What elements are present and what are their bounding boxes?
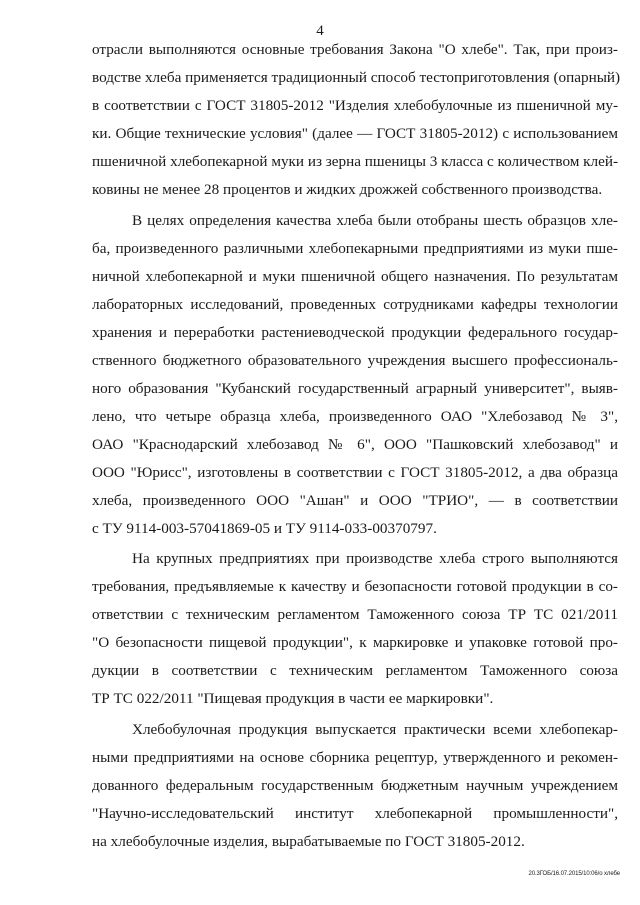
paragraph-1-line-1: отрасли выполняются основные требования Закона "О хлебе". Так, при произ-	[92, 41, 618, 58]
paragraph-1-line-5: пшеничной хлебопекарной муки из зерна пшеницы 3 класса с количеством клей-	[92, 153, 619, 170]
document-footer-stamp: 20.3ГОБ/16.07.2015/10:06/о хлебе	[528, 871, 620, 877]
paragraph-2-line-2: ба, произведенного различными хлебопекарными предприятиями из муки пше-	[92, 240, 618, 257]
paragraph-3-line-2: требования, предъявляемые к качеству и безопасности готовой продукции в со-	[92, 578, 618, 595]
paragraph-2-line-4: лабораторных исследований, проведенных сотрудниками кафедры технологии	[92, 296, 618, 313]
paragraph-4-line-2: ными предприятиями на основе сборника рецептур, утвержденного и рекомен-	[92, 749, 618, 766]
paragraph-2-line-9: ОАО "Краснодарский хлебозавод № 6", ООО "Пашковский хлебозавод" и	[92, 436, 618, 453]
paragraph-3-line-3: ответствии с техническим регламентом Таможенного союза ТР ТС 021/2011	[92, 606, 618, 623]
paragraph-2-line-1: В целях определения качества хлеба были отобраны шесть образцов хле-	[132, 212, 618, 229]
paragraph-4-line-5: на хлебобулочные изделия, вырабатываемые по ГОСТ 31805-2012.	[92, 833, 525, 850]
paragraph-2-line-7: ного образования "Кубанский государственный аграрный университет", выяв-	[92, 380, 618, 397]
paragraph-1-line-3: в соответствии с ГОСТ 31805-2012 "Изделия хлебобулочные из пшеничной му-	[92, 97, 618, 114]
paragraph-1-line-4: ки. Общие технические условия" (далее — ГОСТ 31805-2012) с использованием	[92, 125, 618, 142]
paragraph-4-line-3: дованного федеральным государственным бюджетным научным учреждением	[92, 777, 618, 794]
page-number: 4	[316, 23, 324, 39]
paragraph-2-line-10: ООО "Юрисс", изготовлены в соответствии с ГОСТ 31805-2012, а два образца	[92, 464, 618, 481]
paragraph-4-line-4: "Научно-исследовательский институт хлебопекарной промышленности",	[92, 805, 618, 822]
paragraph-2-line-3: ничной хлебопекарной и муки пшеничной общего назначения. По результатам	[92, 268, 618, 285]
paragraph-1-line-2: водстве хлеба применяется традиционный способ тестоприготовления (опарный)	[92, 69, 621, 86]
paragraph-3-line-6: ТР ТС 022/2011 "Пищевая продукция в части ее маркировки".	[92, 690, 494, 707]
paragraph-4-line-1: Хлебобулочная продукция выпускается практически всеми хлебопекар-	[132, 721, 618, 738]
paragraph-3-line-4: "О безопасности пищевой продукции", к маркировке и упаковке готовой про-	[92, 634, 618, 651]
paragraph-3-line-1: На крупных предприятиях при производстве хлеба строго выполняются	[132, 550, 618, 567]
paragraph-3-line-5: дукции в соответствии с техническим регламентом Таможенного союза	[92, 662, 618, 679]
paragraph-2-line-12: с ТУ 9114-003-57041869-05 и ТУ 9114-033-00370797.	[92, 520, 437, 537]
paragraph-1-line-6: ковины не менее 28 процентов и жидких дрожжей собственного производства.	[92, 181, 603, 198]
paragraph-2-line-11: хлеба, произведенного ООО "Ашан" и ООО "ТРИО", — в соответствии	[92, 492, 618, 509]
paragraph-2-line-8: лено, что четыре образца хлеба, произведенного ОАО "Хлебозавод № 3",	[92, 408, 618, 425]
paragraph-2-line-6: ственного бюджетного образовательного учреждения высшего профессиональ-	[92, 352, 618, 369]
paragraph-2-line-5: хранения и переработки растениеводческой продукции федерального государ-	[92, 324, 618, 341]
